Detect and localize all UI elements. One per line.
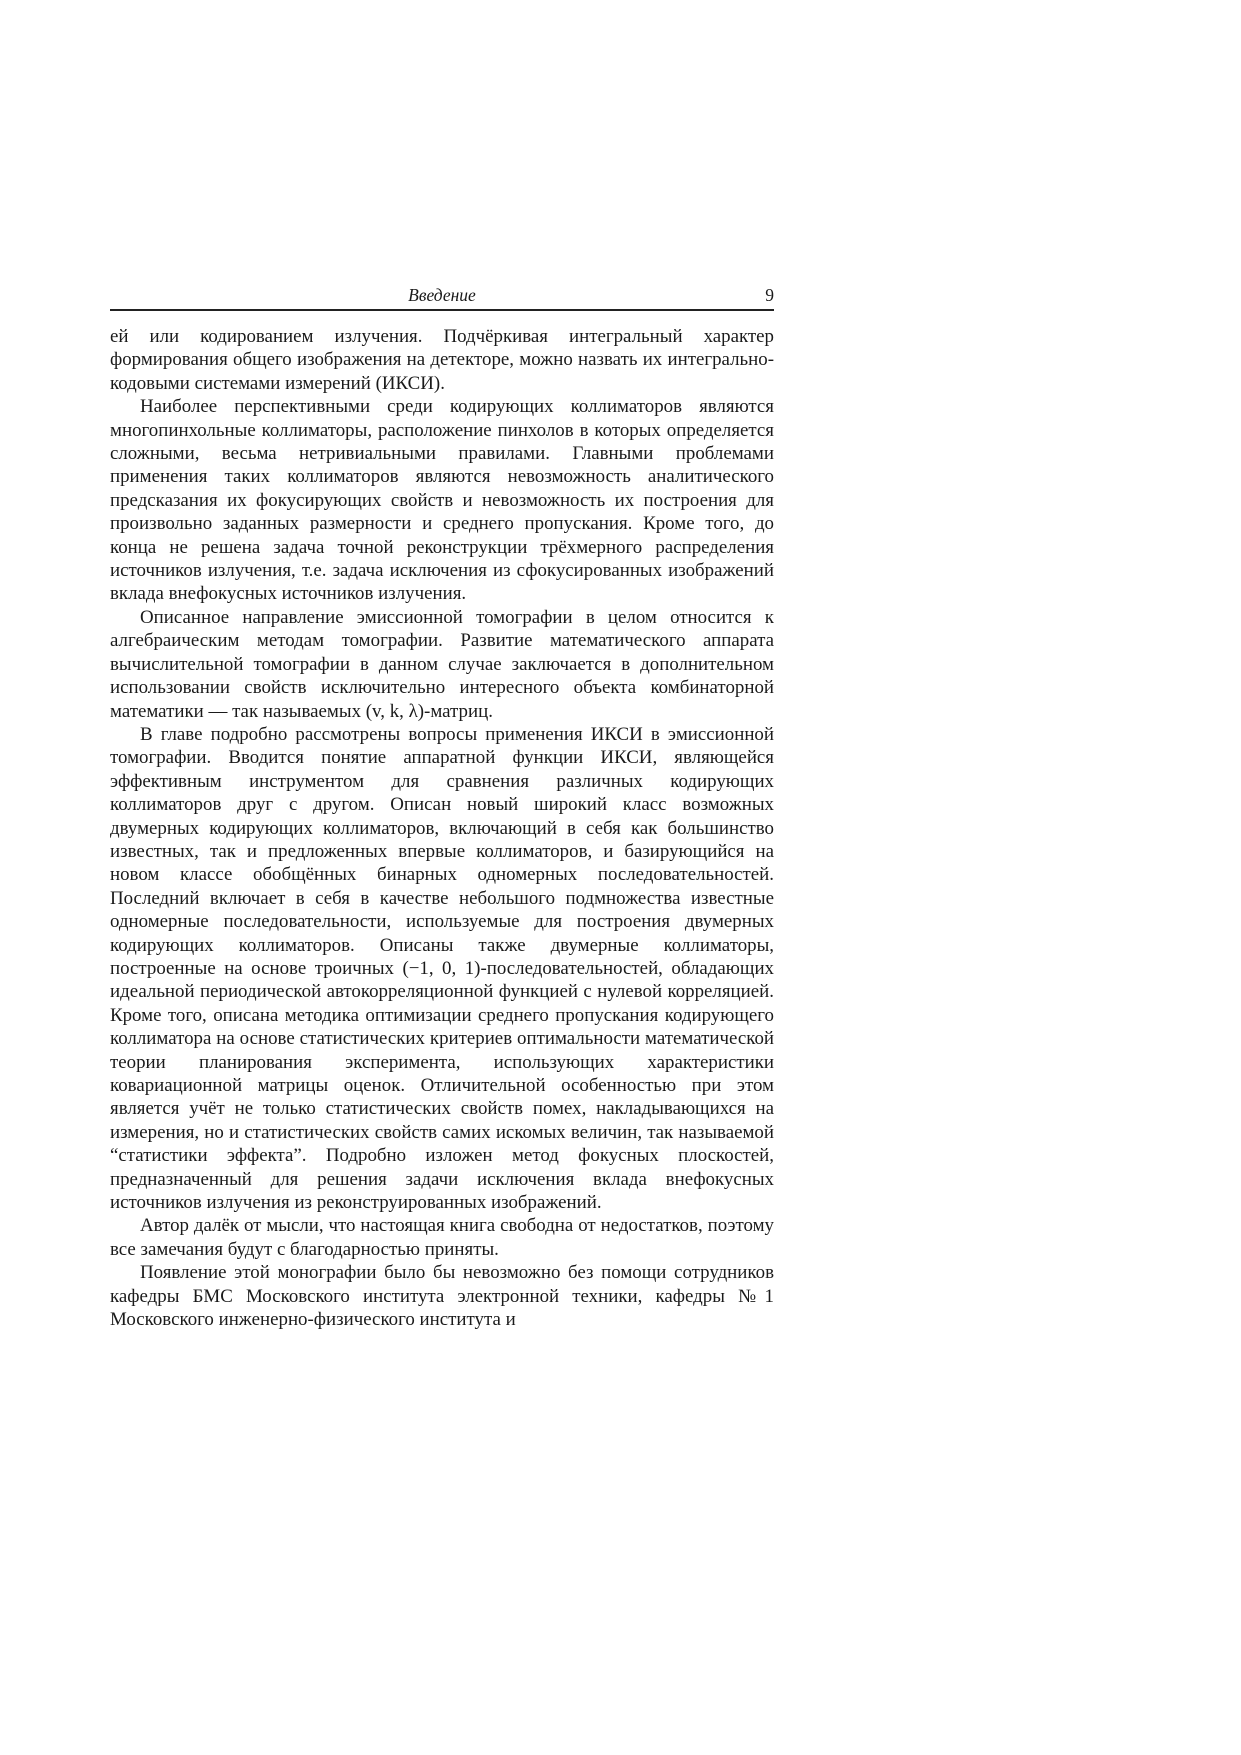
page-number: 9 <box>765 285 774 305</box>
running-title: Введение <box>408 285 476 305</box>
paragraph-author-note: Автор далёк от мысли, что настоящая книга свободна от недостатков, поэтому все замечания будут с благодарностью приняты. <box>110 1215 774 1260</box>
body-text <box>110 325 774 1331</box>
paragraph-chapter-summary: В главе подробно рассмотрены вопросы применения ИКСИ в эмиссионной томографии. Вводится понятие аппаратной функции ИКСИ, являющейся эффективным инструментом для сравнения различных кодирующих коллиматоров друг с другом. Описан новый широкий класс возможных двумерных кодирующих коллиматоров, включающий в себя как большинство известных, так и предложенных впервые коллиматоров, и базирующийся на новом классе обобщённых бинарных одномерных последовательностей. Последний включает в себя в качестве небольшого подмножества известные одномерные последовательности, используемые для построения двумерных кодирующих коллиматоров. Описаны также двумерные коллиматоры, построенные на основе троичных (−1, 0, 1)-последовательностей, обладающих идеальной периодической автокорреляционной функцией с нулевой корреляцией. Кроме того, описана методика оптимизации среднего пропускания кодирующего коллиматора на основе статистических критериев оптимальности математической теории планирования эксперимента, использующих характеристики ковариационной матрицы оценок. Отличительной особенностью при этом является учёт не только статистических свойств помех, накладывающихся на измерения, но и статистических свойств самих искомых величин, так называемой “статистики эффекта”. Подробно изложен метод фокусных плоскостей, предназначенный для решения задачи исключения вклада внефокусных источников излучения из реконструированных изображений. <box>110 723 774 1214</box>
running-head <box>110 283 774 311</box>
paragraph-acknowledgements: Появление этой монографии было бы невозможно без помощи сотрудников кафедры БМС Московского института электронной техники, кафедры №1 Московского инженерно-физического института и <box>110 1262 774 1331</box>
book-page <box>110 283 774 1331</box>
paragraph-emission-tomography: Описанное направление эмиссионной томографии в целом относится к алгебраическим методам томографии. Развитие математического аппарата вычислительной томографии в данном случае заключается в дополнительном использовании свойств исключительно интересного объекта комбинаторной математики — так называемых (v, k, λ)-матриц. <box>110 606 774 722</box>
paragraph-continuation: ей или кодированием излучения. Подчёркивая интегральный характер формирования общего изображения на детекторе, можно назвать их интегрально-кодовыми системами измерений (ИКСИ). <box>110 326 774 394</box>
paragraph-collimators: Наиболее перспективными среди кодирующих коллиматоров являются многопинхольные коллиматоры, расположение пинхолов в которых определяется сложными, весьма нетривиальными правилами. Главными проблемами применения таких коллиматоров являются невозможность аналитического предсказания их фокусирующих свойств и невозможность их построения для произвольно заданных размерности и среднего пропускания. Кроме того, до конца не решена задача точной реконструкции трёхмерного распределения источников излучения, т.е. задача исключения из сфокусированных изображений вклада внефокусных источников излучения. <box>110 396 774 605</box>
